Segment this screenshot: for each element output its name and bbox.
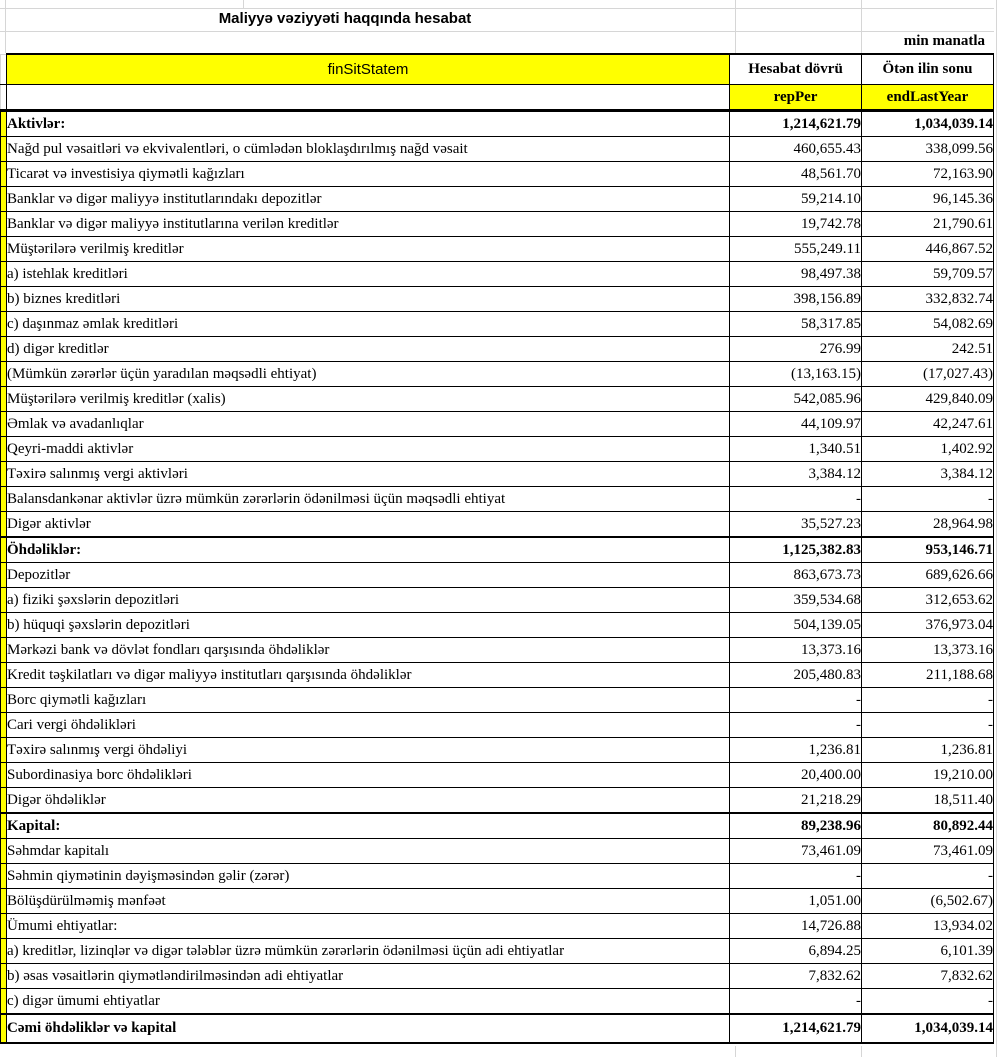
value-end-last-year: 7,832.62: [862, 964, 994, 989]
value-report-period: -: [730, 688, 862, 713]
value-report-period: 460,655.43: [730, 137, 862, 162]
row-label: Müştərilərə verilmiş kreditlər: [7, 237, 730, 262]
report-title: Maliyyə vəziyyəti haqqında hesabat: [218, 10, 472, 27]
value-report-period: 1,214,621.79: [730, 1014, 862, 1043]
value-end-last-year: 21,790.61: [862, 212, 994, 237]
table-row: [1, 362, 994, 387]
value-end-last-year: 6,101.39: [862, 939, 994, 964]
table-row: [1, 337, 994, 362]
table-row: [1, 839, 994, 864]
table-row: [1, 638, 994, 663]
row-label: Mərkəzi bank və dövlət fondları qarşısında öhdəliklər: [7, 638, 730, 663]
table-row: [1, 537, 994, 563]
value-end-last-year: 42,247.61: [862, 412, 994, 437]
value-report-period: 35,527.23: [730, 512, 862, 538]
value-end-last-year: -: [862, 864, 994, 889]
row-label: c) digər ümumi ehtiyatlar: [7, 989, 730, 1015]
table-row: [1, 914, 994, 939]
row-label: Banklar və digər maliyyə institutlarına verilən kreditlər: [7, 212, 730, 237]
value-report-period: 1,125,382.83: [730, 537, 862, 563]
table-row: [1, 237, 994, 262]
table-row: [1, 989, 994, 1015]
value-end-last-year: 429,840.09: [862, 387, 994, 412]
table-row: [1, 738, 994, 763]
table-row: [1, 312, 994, 337]
value-end-last-year: 59,709.57: [862, 262, 994, 287]
value-report-period: 1,340.51: [730, 437, 862, 462]
table-row: [1, 387, 994, 412]
value-report-period: 1,051.00: [730, 889, 862, 914]
row-label: a) kreditlər, lizinqlər və digər tələblər üzrə mümkün zərərlərin ödənilməsi üçün adi ehtiyatlar: [7, 939, 730, 964]
table-row: [1, 487, 994, 512]
value-report-period: 504,139.05: [730, 613, 862, 638]
value-end-last-year: -: [862, 487, 994, 512]
table-row: [1, 162, 994, 187]
table-row: [1, 111, 994, 137]
row-label: Təxirə salınmış vergi öhdəliyi: [7, 738, 730, 763]
gridline: [996, 0, 997, 1057]
value-end-last-year: 1,402.92: [862, 437, 994, 462]
value-report-period: 44,109.97: [730, 412, 862, 437]
value-end-last-year: 242.51: [862, 337, 994, 362]
row-label: Səhmdar kapitalı: [7, 839, 730, 864]
value-end-last-year: 13,373.16: [862, 638, 994, 663]
row-label: Təxirə salınmış vergi aktivləri: [7, 462, 730, 487]
table-row: [1, 1014, 994, 1043]
row-label: Öhdəliklər:: [7, 537, 730, 563]
row-label: Subordinasiya borc öhdəlikləri: [7, 763, 730, 788]
table-row: [1, 588, 994, 613]
value-report-period: 1,236.81: [730, 738, 862, 763]
row-label: Cari vergi öhdəlikləri: [7, 713, 730, 738]
row-label: Balansdankənar aktivlər üzrə mümkün zərərlərin ödənilməsi üçün məqsədli ehtiyat: [7, 487, 730, 512]
table-row: [1, 763, 994, 788]
row-label: Aktivlər:: [7, 111, 730, 137]
value-end-last-year: 73,461.09: [862, 839, 994, 864]
table-row: [1, 788, 994, 814]
value-end-last-year: 19,210.00: [862, 763, 994, 788]
value-report-period: -: [730, 864, 862, 889]
table-row: [1, 688, 994, 713]
row-label: Banklar və digər maliyyə institutlarındakı depozitlər: [7, 187, 730, 212]
value-end-last-year: 18,511.40: [862, 788, 994, 814]
row-label: Səhmin qiymətinin dəyişməsindən gəlir (zərər): [7, 864, 730, 889]
value-report-period: -: [730, 989, 862, 1015]
table-row: [1, 187, 994, 212]
value-end-last-year: 446,867.52: [862, 237, 994, 262]
row-label: Qeyri-maddi aktivlər: [7, 437, 730, 462]
row-label: b) əsas vəsaitlərin qiymətləndirilməsindən adi ehtiyatlar: [7, 964, 730, 989]
value-report-period: 398,156.89: [730, 287, 862, 312]
value-end-last-year: 28,964.98: [862, 512, 994, 538]
value-end-last-year: 332,832.74: [862, 287, 994, 312]
value-report-period: -: [730, 713, 862, 738]
value-report-period: (13,163.15): [730, 362, 862, 387]
value-report-period: 48,561.70: [730, 162, 862, 187]
value-end-last-year: 13,934.02: [862, 914, 994, 939]
value-report-period: -: [730, 487, 862, 512]
row-label: Ticarət və investisiya qiymətli kağızları: [7, 162, 730, 187]
table-row: [1, 512, 994, 538]
value-report-period: 205,480.83: [730, 663, 862, 688]
value-end-last-year: (6,502.67): [862, 889, 994, 914]
value-end-last-year: 72,163.90: [862, 162, 994, 187]
table-row: [1, 864, 994, 889]
code-end-last-year: endLastYear: [862, 85, 994, 111]
value-report-period: 21,218.29: [730, 788, 862, 814]
value-end-last-year: 312,653.62: [862, 588, 994, 613]
value-report-period: 19,742.78: [730, 212, 862, 237]
row-label: d) digər kreditlər: [7, 337, 730, 362]
row-label: Bölüşdürülməmiş mənfəət: [7, 889, 730, 914]
row-label: Kapital:: [7, 813, 730, 839]
row-label: Nağd pul vəsaitləri və ekvivalentləri, o cümlədən bloklaşdırılmış nağd vəsait: [7, 137, 730, 162]
row-label: Müştərilərə verilmiş kreditlər (xalis): [7, 387, 730, 412]
table-row: [1, 462, 994, 487]
row-label: Kredit təşkilatları və digər maliyyə institutları qarşısında öhdəliklər: [7, 663, 730, 688]
value-report-period: 3,384.12: [730, 462, 862, 487]
value-report-period: 13,373.16: [730, 638, 862, 663]
value-end-last-year: 3,384.12: [862, 462, 994, 487]
col-header-end-last-year: Ötən ilin sonu: [862, 54, 994, 85]
value-end-last-year: 80,892.44: [862, 813, 994, 839]
blank-header-cell: [7, 85, 730, 111]
table-row: [1, 889, 994, 914]
value-end-last-year: -: [862, 713, 994, 738]
row-label: b) hüquqi şəxslərin depozitləri: [7, 613, 730, 638]
financial-table-body: [1, 111, 994, 1044]
row-label: Digər aktivlər: [7, 512, 730, 538]
row-label: Cəmi öhdəliklər və kapital: [7, 1014, 730, 1043]
table-row: [1, 412, 994, 437]
table-row: [1, 287, 994, 312]
row-label: a) fiziki şəxslərin depozitləri: [7, 588, 730, 613]
table-row: [1, 262, 994, 287]
row-label: Əmlak və avadanlıqlar: [7, 412, 730, 437]
row-label: b) biznes kreditləri: [7, 287, 730, 312]
value-report-period: 276.99: [730, 337, 862, 362]
financial-table: [0, 53, 994, 1044]
table-row: [1, 137, 994, 162]
table-row: [1, 563, 994, 588]
value-report-period: 14,726.88: [730, 914, 862, 939]
value-end-last-year: 1,034,039.14: [862, 1014, 994, 1043]
row-label: Borc qiymətli kağızları: [7, 688, 730, 713]
value-report-period: 7,832.62: [730, 964, 862, 989]
value-report-period: 20,400.00: [730, 763, 862, 788]
gridline: [735, 0, 736, 53]
col-header-report-period: Hesabat dövrü: [730, 54, 862, 85]
value-end-last-year: 338,099.56: [862, 137, 994, 162]
row-label: (Mümkün zərərlər üçün yaradılan məqsədli ehtiyat): [7, 362, 730, 387]
value-end-last-year: 689,626.66: [862, 563, 994, 588]
value-report-period: 542,085.96: [730, 387, 862, 412]
row-label: Digər öhdəliklər: [7, 788, 730, 814]
table-code-row: [1, 85, 994, 111]
value-end-last-year: 54,082.69: [862, 312, 994, 337]
form-code-cell: finSitStatem: [7, 54, 730, 85]
row-label: a) istehlak kreditləri: [7, 262, 730, 287]
value-report-period: 89,238.96: [730, 813, 862, 839]
value-end-last-year: -: [862, 989, 994, 1015]
value-end-last-year: 953,146.71: [862, 537, 994, 563]
value-end-last-year: -: [862, 688, 994, 713]
value-end-last-year: (17,027.43): [862, 362, 994, 387]
table-header-row: [1, 54, 994, 85]
table-row: [1, 939, 994, 964]
value-report-period: 555,249.11: [730, 237, 862, 262]
gridline: [861, 1046, 862, 1057]
table-row: [1, 212, 994, 237]
value-end-last-year: 211,188.68: [862, 663, 994, 688]
code-report-period: repPer: [730, 85, 862, 111]
value-end-last-year: 96,145.36: [862, 187, 994, 212]
gridline: [735, 1046, 736, 1057]
value-end-last-year: 376,973.04: [862, 613, 994, 638]
value-report-period: 1,214,621.79: [730, 111, 862, 137]
table-row: [1, 813, 994, 839]
value-end-last-year: 1,034,039.14: [862, 111, 994, 137]
table-row: [1, 713, 994, 738]
unit-note: min manatla: [903, 33, 985, 49]
value-report-period: 73,461.09: [730, 839, 862, 864]
row-label: c) daşınmaz əmlak kreditləri: [7, 312, 730, 337]
value-end-last-year: 1,236.81: [862, 738, 994, 763]
value-report-period: 59,214.10: [730, 187, 862, 212]
row-label: Depozitlər: [7, 563, 730, 588]
value-report-period: 863,673.73: [730, 563, 862, 588]
value-report-period: 98,497.38: [730, 262, 862, 287]
value-report-period: 359,534.68: [730, 588, 862, 613]
table-row: [1, 613, 994, 638]
gridline: [0, 31, 994, 32]
row-label: Ümumi ehtiyatlar:: [7, 914, 730, 939]
table-row: [1, 437, 994, 462]
table-row: [1, 663, 994, 688]
table-row: [1, 964, 994, 989]
value-report-period: 58,317.85: [730, 312, 862, 337]
value-report-period: 6,894.25: [730, 939, 862, 964]
